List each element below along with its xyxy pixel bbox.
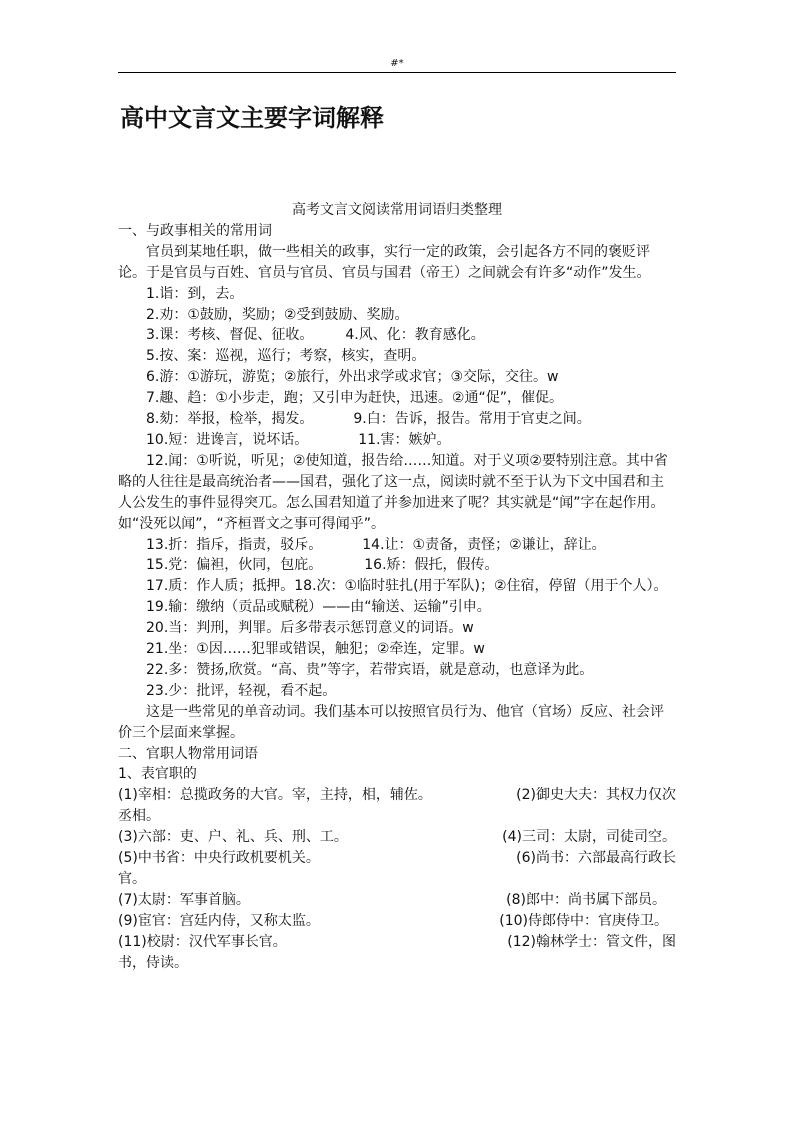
official-12-continued: 书，侍读。 [118, 954, 188, 971]
word-item-20: 20.当：判刑，判罪。后多带表示惩罚意义的词语。w [146, 620, 474, 637]
official-8: (8)郎中：尚书属下部员。 [506, 891, 666, 908]
official-row-3 [118, 827, 676, 848]
official-12: (12)翰林学士：管文件，图 [507, 933, 676, 950]
word-item-21: 21.坐：①因……犯罪或错误，触犯；②牵连，定罪。w [146, 641, 485, 658]
word-item-22: 22.多：赞扬,欣赏。“高、贵”等字，若带宾语，就是意动，也意译为此。 [146, 661, 594, 678]
official-2-continued: 丞相。 [118, 808, 160, 825]
official-row-11 [118, 932, 676, 953]
official-7: (7)太尉：军事首脑。 [118, 891, 250, 908]
word-item-18: 18.次：①临时驻扎(用于军队)；②住宿，停留（用于个人）。 [294, 578, 668, 595]
part2-heading: 二、官职人物常用词语 [118, 745, 258, 762]
official-5: (5)中书省：中央行政机要机关。 [118, 850, 320, 867]
word-item-2: 2.劝：①鼓励，奖励；②受到鼓励、奖励。 [146, 306, 409, 323]
word-item-17: 17.质：作人质；抵押。 [146, 578, 295, 595]
word-item-7: 7.趣、趋：①小步走，跑；又引申为赶快，迅速。②通“促”，催促。 [146, 390, 563, 407]
word-item-16: 16.矫：假托，假传。 [364, 557, 499, 574]
document-body [118, 200, 676, 974]
word-item-4: 4.风、化：教育感化。 [345, 327, 485, 344]
word-item-8: 8.劾：举报，检举，揭发。 [146, 411, 314, 428]
part1-heading: 一、与政事相关的常用词 [118, 222, 272, 239]
official-row-9 [118, 911, 676, 932]
word-item-5: 5.按、案：巡视，巡行；考察，核实，查明。 [146, 348, 426, 365]
official-10: (10)侍郎侍中：官庚侍卫。 [499, 912, 668, 929]
official-2: (2)御史大夫：其权力仅次 [516, 787, 676, 804]
word-item-3: 3.课：考核、督促、征收。 [146, 327, 314, 344]
word-item-14: 14.让：①责备，责怪；②谦让，辞让。 [362, 536, 606, 553]
part1-intro: 官员到某地任职，做一些相关的政事，实行一定的政策，会引起各方不同的褒贬评论。于是官员与百姓、官员与官员、官员与国君（帝王）之间就会有许多“动作”发生。 [118, 243, 651, 281]
official-6: (6)尚书：六部最高行政长 [516, 850, 676, 867]
word-item-row-10-11 [118, 430, 676, 451]
header-mark: #* [390, 58, 404, 69]
official-11: (11)校尉：汉代军事长官。 [118, 933, 287, 950]
section-title: 高考文言文阅读常用词语归类整理 [292, 202, 502, 218]
word-item-row-3-4 [118, 325, 676, 346]
word-item-row-8-9 [118, 409, 676, 430]
document-title: 高中文言文主要字词解释 [120, 103, 384, 132]
word-item-9: 9.白：告诉，报告。常用于官吏之间。 [353, 411, 591, 428]
word-item-row-15-16 [118, 555, 676, 576]
header-rule [118, 72, 676, 73]
official-4: (4)三司：太尉，司徒司空。 [502, 829, 676, 846]
word-item-15: 15.党：偏袒，伙同，包庇。 [146, 557, 323, 574]
word-item-11: 11.害：嫉妒。 [358, 431, 451, 448]
official-row-1 [118, 785, 676, 806]
official-3: (3)六部：吏、户、礼、兵、刑、工。 [118, 829, 348, 846]
word-item-23: 23.少：批评，轻视，看不起。 [146, 682, 337, 699]
official-6-continued: 官。 [118, 871, 146, 887]
part1-summary: 这是一些常见的单音动词。我们基本可以按照官员行为、他官（官场）反应、社会评价三个层面来掌握。 [118, 703, 664, 741]
word-item-row-17-18 [118, 576, 676, 597]
word-item-1: 1.诣：到，去。 [146, 285, 244, 302]
word-item-6: 6.游：①游玩，游览；②旅行，外出求学或求官；③交际，交往。w [146, 369, 559, 386]
word-item-13: 13.折：指斥，指责，驳斥。 [146, 536, 323, 553]
official-row-7 [118, 890, 676, 911]
official-1: (1)宰相：总揽政务的大官。宰，主持，相，辅佐。 [118, 787, 432, 804]
part2-subheading: 1、表官职的 [118, 766, 197, 783]
official-9: (9)宦官：宫廷内侍，又称太监。 [118, 912, 320, 929]
word-item-row-13-14 [118, 535, 676, 556]
official-row-5 [118, 848, 676, 869]
word-item-10: 10.短：进谗言，说坏话。 [146, 431, 309, 448]
word-item-19: 19.输：缴纳（贡品或赋税）——由“输送、运输”引申。 [146, 599, 491, 616]
word-item-12: 12.闻：①听说，听见；②使知道，报告给……知道。对于义项②要特别注意。其中省略的人往往是最高统治者——国君，强化了这一点，阅读时就不至于认为下文中国君和主人公发生的事件显得突兀。怎么国君知道了并参加进来了呢？其实就是“闻”字在起作用。如“没死以闻”，“齐桓晋文之事可得闻乎”。 [118, 452, 668, 532]
